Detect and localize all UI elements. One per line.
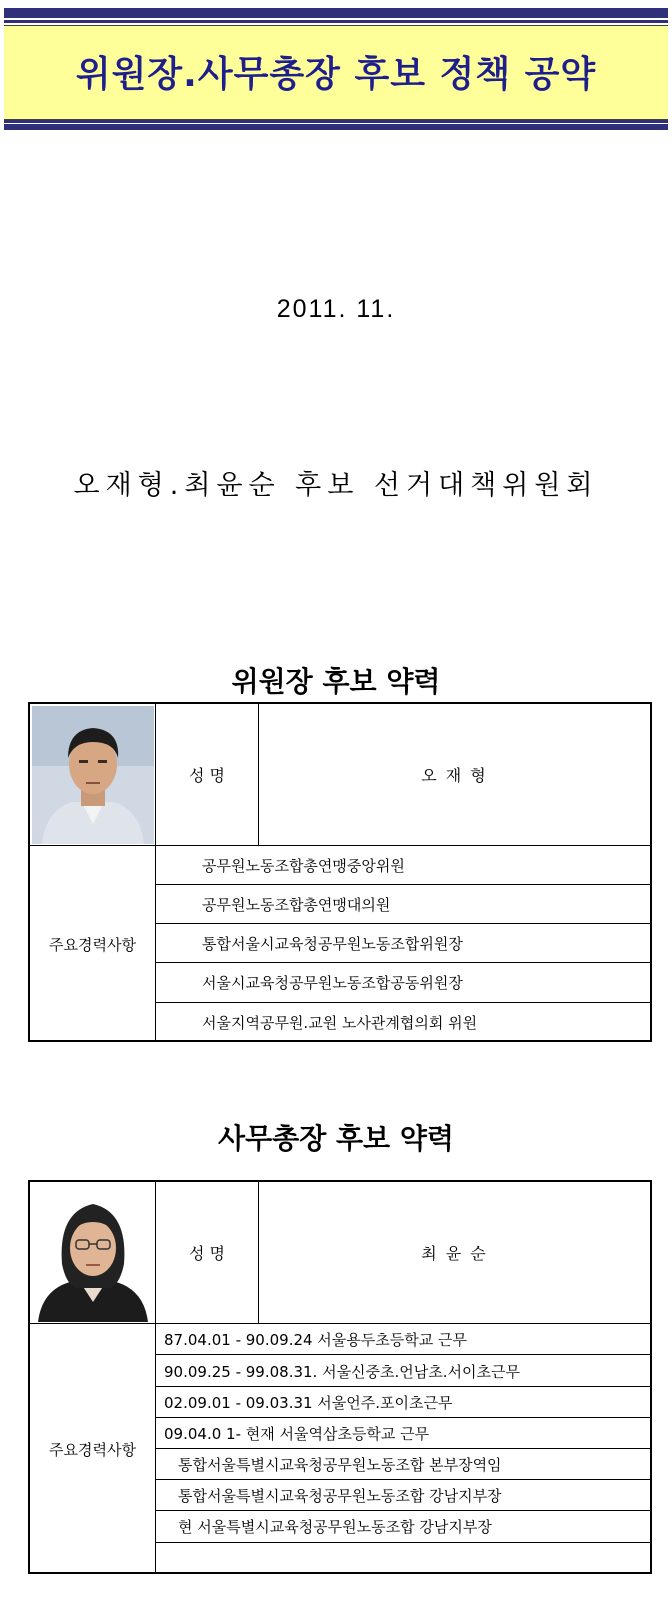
committee-name: 오재형.최윤순 후보 선거대책위원회 [73,470,599,501]
document-date: 2011. 11. [276,295,396,323]
chair-career-label: 주요경력사항 [49,935,136,954]
document-title: 위원장.사무총장 후보 정책 공약 [75,54,597,95]
secretary-name-value: 최 윤 순 [421,1244,488,1263]
secretary-career-rule [156,1448,650,1449]
secretary-career-rule [156,1542,650,1543]
secretary-career-label: 주요경력사항 [49,1440,136,1459]
secretary-career-rule [156,1386,650,1387]
banner-top-band [4,8,668,18]
secretary-section-title: 사무총장 후보 약력 [218,1122,454,1155]
chair-photo [32,706,154,844]
chair-career-rule [156,884,650,885]
chair-career-rule [156,962,650,963]
secretary-career-item: 통합서울특별시교육청공무원노동조합 본부장역임 [178,1456,502,1474]
chair-career-rule [156,923,650,924]
secretary-career-item: 02.09.01 - 09.03.31 서울언주.포이초근무 [164,1394,453,1412]
banner-bottom-rule [4,120,668,123]
chair-career-item: 공무원노동조합총연맹대의원 [202,896,391,914]
secretary-career-rule [156,1510,650,1511]
chair-career-rule [156,1002,650,1003]
chair-career-item: 서울지역공무원.교원 노사관계협의회 위원 [202,1014,478,1032]
secretary-career-item: 87.04.01 - 90.09.24 서울용두초등학교 근무 [164,1331,467,1349]
secretary-career-item: 현 서울특별시교육청공무원노동조합 강남지부장 [178,1518,492,1536]
chair-career-item: 공무원노동조합총연맹중앙위원 [202,857,405,875]
secretary-profile-table [28,1180,652,1574]
banner-top-rule [4,20,668,23]
chair-name-label: 성 명 [189,766,225,785]
secretary-career-item: 90.09.25 - 99.08.31. 서울신중초.언남초.서이초근무 [164,1363,520,1381]
secretary-name-label: 성 명 [189,1244,225,1263]
secretary-career-item: 통합서울특별시교육청공무원노동조합 강남지부장 [178,1487,502,1505]
secretary-career-rule [156,1417,650,1418]
chair-section-title: 위원장 후보 약력 [231,665,441,698]
chair-profile-table [28,702,652,1042]
secretary-career-item: 09.04.0 1- 현재 서울역삼초등학교 근무 [164,1425,430,1443]
secretary-photo [32,1184,154,1322]
chair-name-value: 오 재 형 [421,766,488,785]
chair-career-item: 통합서울시교육청공무원노동조합위원장 [202,935,463,953]
secretary-career-rule [156,1354,650,1355]
secretary-career-rule [156,1479,650,1480]
title-banner [0,0,672,133]
chair-career-item: 서울시교육청공무원노동조합공동위원장 [202,974,463,992]
banner-bottom-band [4,124,668,130]
